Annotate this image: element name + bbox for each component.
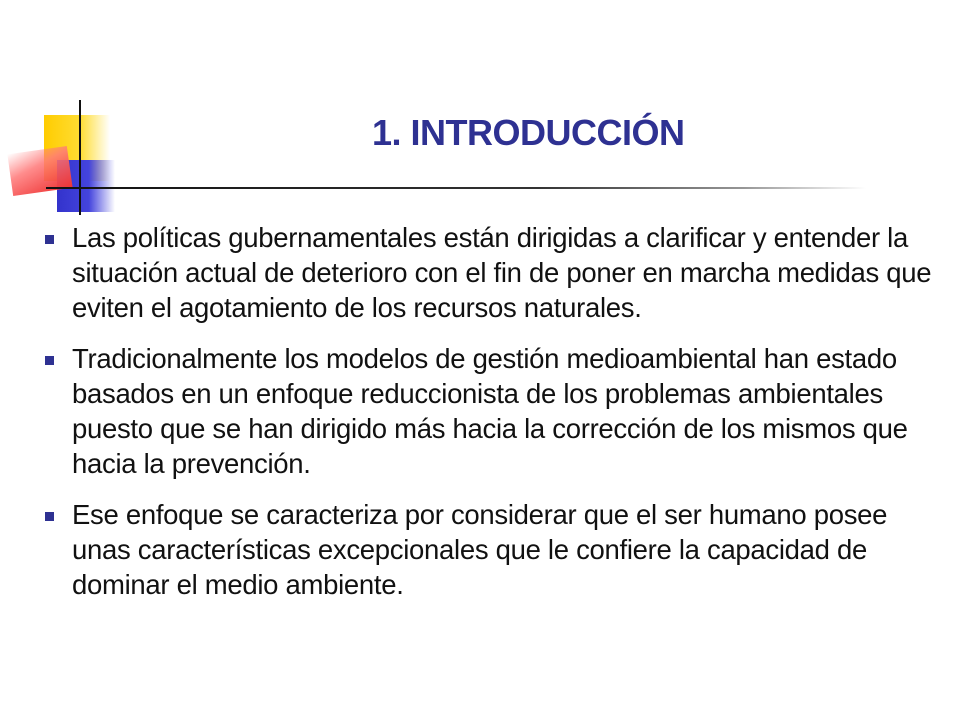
bullet-text: Ese enfoque se caracteriza por considerar que el ser humano posee unas características excepcionales que le confiere la capacidad de dominar el medio ambiente.	[72, 499, 888, 600]
vertical-rule	[79, 100, 81, 215]
decorative-squares-logo	[0, 0, 180, 230]
bullet-text: Tradicionalmente los modelos de gestión medioambiental han estado basados en un enfoque reduccionista de los problemas ambientales puesto que se han dirigido más hacia la corrección de los mismos que hacia la prevención.	[72, 343, 908, 479]
square-bullet-icon	[45, 512, 54, 521]
title-underline-rule	[46, 187, 866, 189]
square-bullet-icon	[45, 235, 54, 244]
bullet-text: Las políticas gubernamentales están dirigidas a clarificar y entender la situación actual de deterioro con el fin de poner en marcha medidas que eviten el agotamiento de los recursos naturales.	[72, 222, 932, 323]
square-bullet-icon	[45, 356, 54, 365]
bullet-item	[40, 220, 940, 325]
bullet-item	[40, 497, 940, 602]
bullet-list	[40, 220, 940, 618]
slide-title: 1. INTRODUCCIÓN	[372, 112, 685, 153]
bullet-item	[40, 341, 940, 481]
